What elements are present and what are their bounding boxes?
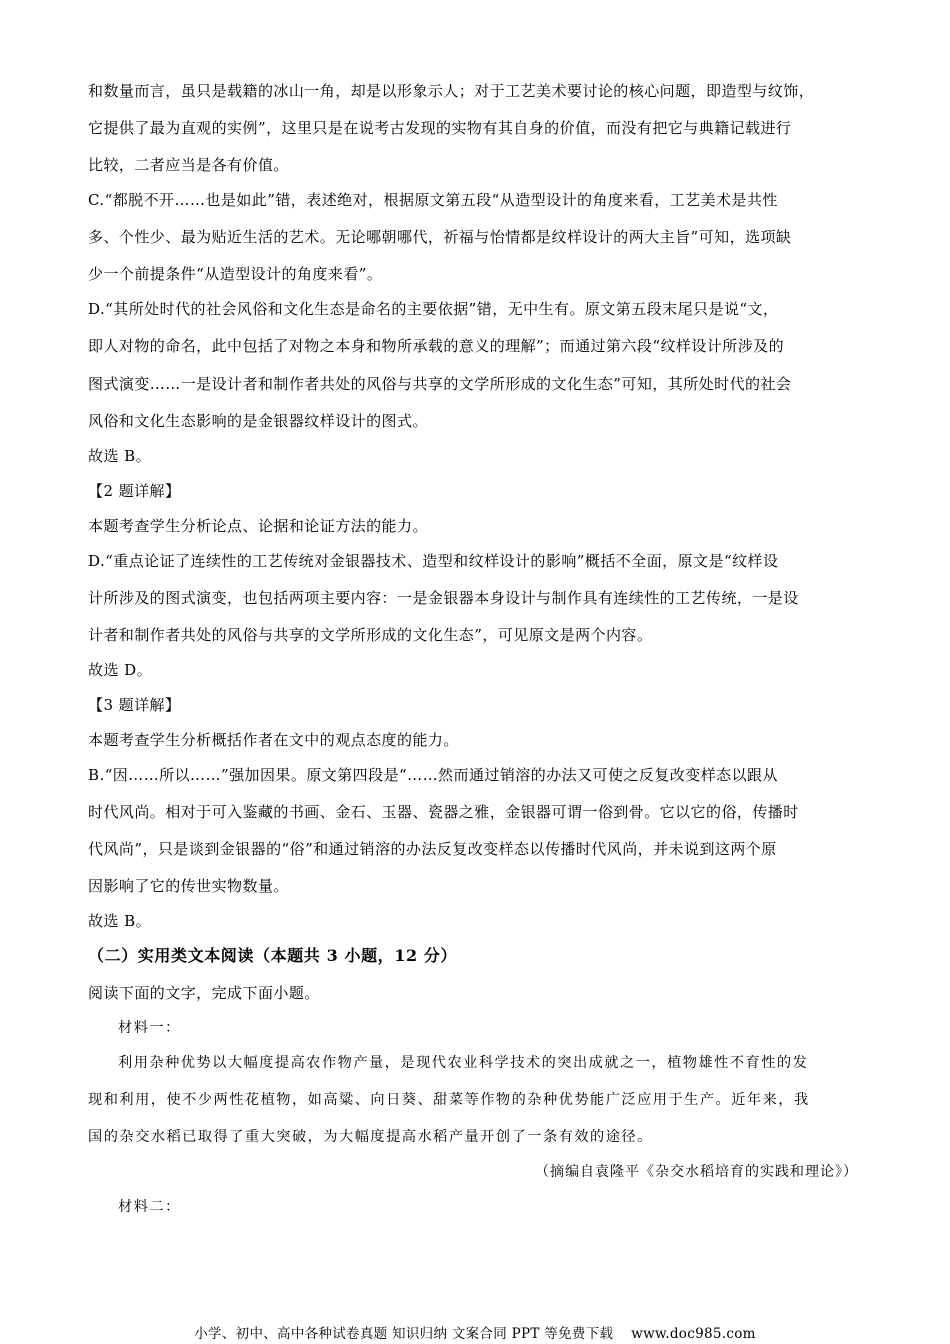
body-line: C.“都脱不开……也是如此”错，表述绝对，根据原文第五段“从造型设计的角度来看，工艺美术是共性 xyxy=(88,191,778,209)
body-line: D.“其所处时代的社会风俗和文化生态是命名的主要依据”错，无中生有。原文第五段末尾只是说“文， xyxy=(88,300,779,318)
body-line: 少一个前提条件“从造型设计的角度来看”。 xyxy=(88,265,383,283)
page-footer xyxy=(0,1325,950,1343)
body-line: 代风尚”，只是谈到金银器的“俗”和通过销溶的办法反复改变样态以传播时代风尚，并未说到这两个原 xyxy=(88,840,777,858)
body-line: 风俗和文化生态影响的是金银器纹样设计的图式。 xyxy=(88,412,428,430)
body-line: 因影响了它的传世实物数量。 xyxy=(88,877,289,895)
body-line: D.“重点论证了连续性的工艺传统对金银器技术、造型和纹样设计的影响”概括不全面，原文是“纹样设 xyxy=(88,552,779,570)
section-heading: （二）实用类文本阅读（本题共 3 小题，12 分） xyxy=(88,946,458,965)
footer-url[interactable]: www.doc985.com xyxy=(631,1326,756,1342)
material1-line: 现和利用，使不少两性花植物，如高粱、向日葵、甜菜等作物的杂种优势能广泛应用于生产。近年来，我 xyxy=(88,1092,810,1108)
material2-label: 材料二： xyxy=(118,1199,181,1215)
question-heading: 【2 题详解】 xyxy=(88,482,181,500)
body-line: 多、个性少、最为贴近生活的艺术。无论哪朝哪代，祈福与怡情都是纹样设计的两大主旨”可知，选项缺 xyxy=(88,228,792,246)
material1-citation: （摘编自袁隆平《杂交水稻培育的实践和理论》） xyxy=(535,1164,858,1180)
body-line: 本题考查学生分析概括作者在文中的观点态度的能力。 xyxy=(88,731,459,749)
answer-line: 故选 D。 xyxy=(88,661,153,679)
footer-text: 小学、初中、高中各种试卷真题 知识归纳 文案合同 PPT 等免费下载 xyxy=(194,1326,614,1342)
instruction-text: 阅读下面的文字，完成下面小题。 xyxy=(88,984,320,1002)
body-line: 即人对物的命名，此中包括了对物之本身和物所承载的意义的理解”；而通过第六段“纹样设计所涉及的 xyxy=(88,337,785,355)
body-line: 计所涉及的图式演变，也包括两项主要内容：一是金银器本身设计与制作具有连续性的工艺传统，一是设 xyxy=(88,589,799,607)
answer-line: 故选 B。 xyxy=(88,447,152,465)
body-line: 时代风尚。相对于可入鉴藏的书画、金石、玉器、瓷器之雅，金银器可谓一俗到骨。它以它的俗，传播时 xyxy=(88,803,799,821)
answer-line: 故选 B。 xyxy=(88,912,152,930)
material1-line: 国的杂交水稻已取得了重大突破，为大幅度提高水稻产量开创了一条有效的途径。 xyxy=(88,1129,653,1145)
material1-label: 材料一： xyxy=(118,1020,181,1036)
body-line: 和数量而言，虽只是载籍的冰山一角，却是以形象示人；对于工艺美术要讨论的核心问题，即造型与纹饰， xyxy=(88,82,815,100)
body-line: 比较，二者应当是各有价值。 xyxy=(88,156,289,174)
material1-line: 利用杂种优势以大幅度提高农作物产量，是现代农业科学技术的突出成就之一，植物雄性不育性的发 xyxy=(118,1055,809,1071)
question-heading: 【3 题详解】 xyxy=(88,696,181,714)
body-line: 它提供了最为直观的实例”，这里只是在说考古发现的实物有其自身的价值，而没有把它与典籍记载进行 xyxy=(88,119,792,137)
body-line: 计者和制作者共处的风俗与共享的文学所形成的文化生态”，可见原文是两个内容。 xyxy=(88,626,653,644)
body-line: B.“因……所以……”强加因果。原文第四段是“……然而通过销溶的办法又可使之反复改变样态以跟从 xyxy=(88,766,778,784)
body-line: 图式演变……一是设计者和制作者共处的风俗与共享的文学所形成的文化生态”可知，其所处时代的社会 xyxy=(88,375,792,393)
body-line: 本题考查学生分析论点、论据和论证方法的能力。 xyxy=(88,517,428,535)
